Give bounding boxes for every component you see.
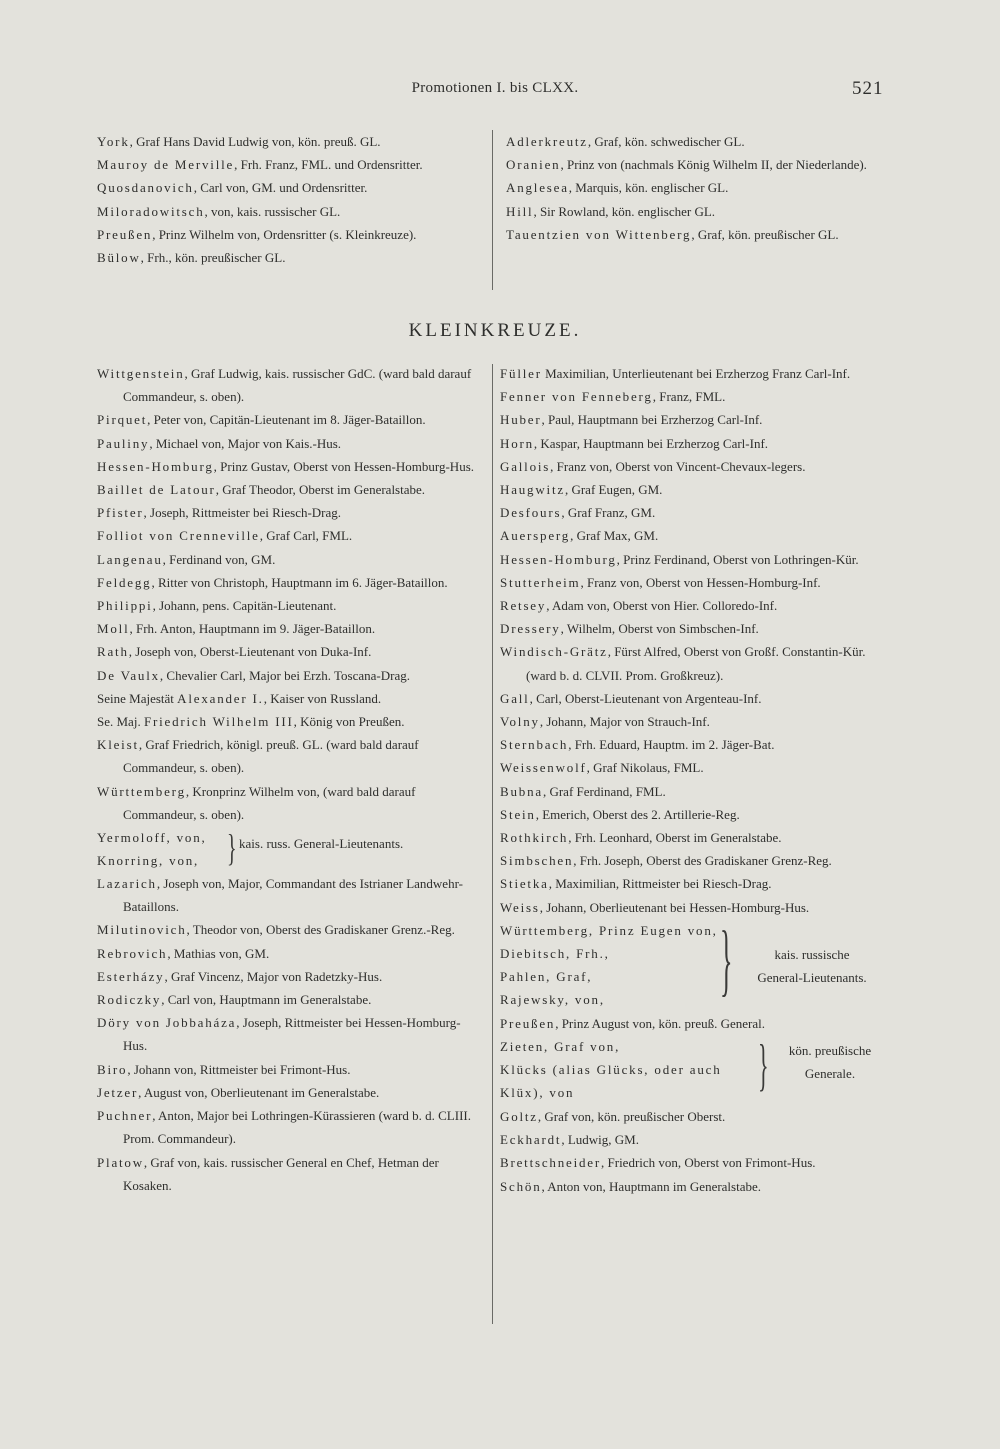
entry-text: , Ludwig, GM. — [561, 1132, 639, 1148]
brace-group-line: Württemberg, Prinz Eugen von, — [500, 922, 718, 938]
entry-text: , Joseph, Rittmeister bei Hessen-Homburg-Hus. — [123, 1015, 461, 1054]
list-item — [500, 780, 892, 803]
entry-text: , Franz, FML. — [652, 389, 726, 405]
entry-text: , Marquis, kön. englischer GL. — [568, 180, 729, 196]
list-item — [97, 362, 479, 408]
entry-name: Volny — [500, 714, 540, 730]
entry-name: Kleist — [97, 737, 139, 753]
list-item — [97, 918, 479, 941]
entry-text: , Johann, Major von Strauch-Inf. — [539, 714, 710, 730]
top-right-column — [506, 130, 890, 246]
entry-name: Wittgenstein — [97, 366, 185, 381]
list-item — [500, 1175, 892, 1198]
bottom-left-column — [97, 362, 479, 1197]
entry-name: Langenau — [97, 551, 163, 567]
entry-text: , Graf, kön. preußischer GL. — [691, 226, 839, 242]
entry-text: , Carl von, Hauptmann im Generalstabe. — [161, 992, 372, 1008]
page-header — [0, 78, 1000, 102]
list-item — [97, 548, 479, 571]
list-item — [97, 710, 479, 733]
entry-name: Weiss — [500, 899, 540, 915]
list-item — [500, 548, 892, 571]
list-item — [500, 1012, 892, 1035]
entry-name: Gall — [500, 690, 530, 706]
entry-text: , Joseph von, Oberst-Lieutenant von Duka-Inf. — [128, 644, 372, 660]
entry-name: Milutinovich — [97, 922, 187, 938]
entry-text: , Graf Ferdinand, FML. — [542, 783, 666, 799]
entry-name: Quosdanovich — [97, 180, 194, 196]
entry-text: , Graf Hans David Ludwig von, kön. preuß. GL. — [129, 134, 381, 149]
list-item — [97, 246, 477, 269]
list-item — [97, 408, 479, 431]
entry-text: , Frh. Eduard, Hauptm. im 2. Jäger-Bat. — [568, 737, 775, 753]
entry-text: Maximilian, Unterlieutenant bei Erzherzog Franz Carl-Inf. — [541, 366, 851, 381]
entry-text: , Prinz Wilhelm von, Ordensritter (s. Kleinkreuze). — [152, 226, 417, 242]
list-item — [506, 200, 890, 223]
entry-name: Sternbach — [500, 737, 569, 753]
list-item — [500, 1128, 892, 1151]
bottom-right-column — [500, 362, 892, 1198]
entry-text: , Kaspar, Hauptmann bei Erzherzog Carl-Inf. — [533, 435, 769, 451]
entry-text: , Friedrich von, Oberst von Frimont-Hus. — [601, 1155, 816, 1171]
list-item — [97, 664, 479, 687]
list-item — [500, 803, 892, 826]
list-item — [97, 223, 477, 246]
entry-name: Windisch-Grätz — [500, 644, 608, 660]
entry-text: , Maximilian, Rittmeister bei Riesch-Drag. — [548, 876, 772, 892]
entry-name: Mauroy de Merville — [97, 157, 235, 173]
entry-name: Württemberg — [97, 783, 186, 799]
entry-text: , Anton von, Hauptmann im Generalstabe. — [541, 1178, 762, 1194]
entry-name: Moll — [97, 621, 130, 637]
list-item — [500, 640, 892, 686]
list-item — [97, 617, 479, 640]
entry-text: , Mathias von, GM. — [167, 945, 270, 961]
entry-text: , Theodor von, Oberst des Gradiskaner Grenz.-Reg. — [186, 922, 455, 938]
top-left-column — [97, 130, 477, 269]
entry-name: Haugwitz — [500, 482, 565, 498]
entry-name: Horn — [500, 435, 534, 451]
brace-group-text: kais. russ. General-Lieutenants. — [239, 836, 404, 852]
list-item — [500, 1105, 892, 1128]
entry-name: Brettschneider — [500, 1155, 602, 1171]
entry-text: , Frh. Leonhard, Oberst im Generalstabe. — [568, 830, 782, 846]
list-item — [97, 594, 479, 617]
list-item — [500, 478, 892, 501]
entry-name: Stutterheim — [500, 574, 581, 590]
list-item — [97, 478, 479, 501]
entry-name: Hessen-Homburg — [97, 458, 214, 474]
list-item — [500, 687, 892, 710]
entry-text: , Carl, Oberst-Lieutenant von Argenteau-Inf. — [529, 690, 762, 706]
list-item — [97, 942, 479, 965]
list-item — [97, 200, 477, 223]
entry-text: , Johann, Oberlieutenant bei Hessen-Homburg-Hus. — [539, 899, 810, 915]
brace-icon: } — [227, 828, 237, 870]
entry-text: , Graf Carl, FML. — [259, 528, 353, 544]
entry-text: , Graf Friedrich, königl. preuß. GL. (ward bald darauf Commandeur, s. oben). — [123, 737, 419, 776]
entry-name: Fenner von Fenneberg — [500, 389, 653, 405]
entry-text: , Graf Theodor, Oberst im Generalstabe. — [215, 482, 426, 498]
section-title: KLEINKREUZE. — [408, 320, 582, 341]
entry-prefix: Se. Maj. — [97, 714, 144, 730]
list-item — [97, 1151, 479, 1197]
list-item — [500, 710, 892, 733]
list-item — [506, 223, 890, 246]
entry-name: Biro — [97, 1061, 128, 1077]
entry-name: Retsey — [500, 598, 547, 614]
entry-text: , Prinz Ferdinand, Oberst von Lothringen-Kür. — [616, 551, 859, 567]
brace-group-line: Knorring, von, — [97, 853, 200, 869]
entry-text: , Joseph, Rittmeister bei Riesch-Drag. — [143, 505, 342, 521]
entry-name: Jetzer — [97, 1084, 139, 1100]
entry-name: Gallois — [500, 458, 551, 474]
entry-name: Desfours — [500, 505, 562, 521]
list-item — [506, 153, 890, 176]
entry-name: Dressery — [500, 621, 561, 637]
entry-text: , Ritter von Christoph, Hauptmann im 6. Jäger-Bataillon. — [151, 574, 448, 590]
page-number: 521 — [852, 78, 884, 99]
list-item — [97, 153, 477, 176]
entry-name: Preußen — [500, 1015, 556, 1031]
entry-name: Lazarich — [97, 876, 157, 892]
entry-name: Auersperg — [500, 528, 571, 544]
entry-name: Goltz — [500, 1109, 538, 1125]
list-item — [500, 1151, 892, 1174]
entry-name: Döry von Jobbaháza — [97, 1015, 237, 1031]
entry-name: Bülow — [97, 250, 141, 266]
entry-name: Feldegg — [97, 574, 152, 590]
entry-name: Puchner — [97, 1108, 153, 1124]
brace-group-text: kais. russische General-Lieutenants. — [757, 946, 867, 986]
list-item — [97, 1104, 479, 1150]
list-item — [500, 501, 892, 524]
entry-text: , Adam von, Oberst von Hier. Colloredo-Inf. — [546, 598, 778, 614]
entry-name: Hill — [506, 203, 534, 219]
brace-group-line: Zieten, Graf von, — [500, 1039, 621, 1055]
list-item — [500, 849, 892, 872]
entry-text: , Frh. Joseph, Oberst des Gradiskaner Grenz-Reg. — [573, 853, 832, 869]
entry-name: De Vaulx — [97, 667, 160, 683]
column-divider — [492, 364, 493, 1324]
list-item — [97, 130, 477, 153]
list-item — [97, 455, 479, 478]
entry-text: , Kronprinz Wilhelm von, (ward bald darauf Commandeur, s. oben). — [123, 783, 416, 822]
entry-name: Schön — [500, 1178, 542, 1194]
entry-name: York — [97, 134, 130, 149]
entry-name: Rothkirch — [500, 830, 569, 846]
entry-text: , Graf Eugen, GM. — [564, 482, 663, 498]
list-item — [500, 826, 892, 849]
list-item — [97, 571, 479, 594]
list-item — [500, 571, 892, 594]
brace-group-line: Rajewsky, von, — [500, 992, 605, 1008]
entry-text: , Frh. Franz, FML. und Ordensritter. — [234, 157, 423, 173]
entry-text: , Chevalier Carl, Major bei Erzh. Toscana-Drag. — [159, 667, 410, 683]
entry-name: Pfister — [97, 505, 144, 521]
entry-text: , Johann, pens. Capitän-Lieutenant. — [152, 598, 337, 614]
list-item — [500, 617, 892, 640]
entry-text: , Graf Max, GM. — [570, 528, 659, 544]
list-item — [97, 780, 479, 826]
list-item — [97, 687, 479, 710]
list-item — [97, 1081, 479, 1104]
list-item — [500, 896, 892, 919]
column-divider — [492, 130, 493, 290]
entry-text: , von, kais. russischer GL. — [204, 203, 341, 219]
entry-text: , Anton, Major bei Lothringen-Kürassieren (ward b. d. CLIII. Prom. Commandeur). — [123, 1108, 471, 1147]
entry-text: , Michael von, Major von Kais.-Hus. — [149, 435, 342, 451]
entry-text: , Graf, kön. schwedischer GL. — [587, 134, 745, 149]
entry-name: Friedrich Wilhelm III — [143, 714, 294, 730]
list-item — [97, 965, 479, 988]
entry-name: Oranien — [506, 157, 561, 173]
list-item — [500, 385, 892, 408]
entry-text: , Franz von, Oberst von Hessen-Homburg-Inf. — [580, 574, 821, 590]
list-item — [97, 988, 479, 1011]
brace-group-line: Diebitsch, Frh., — [500, 946, 610, 962]
brace-group-line: Yermoloff, von, — [97, 830, 207, 846]
entry-name: Stein — [500, 806, 536, 822]
entry-text: , Wilhelm, Oberst von Simbschen-Inf. — [560, 621, 759, 637]
entry-text: , August von, Oberlieutenant im Generalstabe. — [138, 1084, 380, 1100]
entry-prefix: Seine Majestät — [97, 690, 178, 706]
entry-text: , Graf Ludwig, kais. russischer GdC. (ward bald darauf Commandeur, s. oben). — [123, 366, 472, 405]
entry-name: Simbschen — [500, 853, 574, 869]
entry-text: , Johann von, Rittmeister bei Frimont-Hus. — [127, 1061, 351, 1077]
list-item — [500, 733, 892, 756]
entry-text: , Graf Nikolaus, FML. — [586, 760, 704, 776]
list-item — [506, 130, 890, 153]
entry-name: Adlerkreutz — [506, 134, 588, 149]
entry-name: Rebrovich — [97, 945, 168, 961]
entry-text: , Joseph von, Major, Commandant des Istrianer Landwehr-Bataillons. — [123, 876, 463, 915]
brace-group-line: Pahlen, Graf, — [500, 969, 593, 985]
list-item — [500, 524, 892, 547]
brace-icon: } — [758, 1031, 769, 1097]
entry-name: Füller — [500, 366, 542, 381]
entry-name: Weissenwolf — [500, 760, 587, 776]
entry-name: Stietka — [500, 876, 549, 892]
entry-name: Baillet de Latour — [97, 482, 216, 498]
entry-name: Pauliny — [97, 435, 150, 451]
entry-name: Folliot von Crenneville — [97, 528, 260, 544]
brace-group-generals — [500, 914, 892, 1012]
entry-text: , König von Preußen. — [293, 714, 405, 730]
list-item — [500, 455, 892, 478]
entry-text: , Emerich, Oberst des 2. Artillerie-Reg. — [535, 806, 740, 822]
brace-group-russ — [97, 826, 479, 872]
list-item — [97, 176, 477, 199]
entry-text: , Prinz August von, kön. preuß. General. — [555, 1015, 765, 1031]
entry-name: Esterházy — [97, 968, 165, 984]
entry-name: Anglesea — [506, 180, 569, 196]
list-item — [500, 594, 892, 617]
entry-text: , Sir Rowland, kön. englischer GL. — [533, 203, 716, 219]
list-item — [97, 733, 479, 779]
entry-text: , Kaiser von Russland. — [263, 690, 382, 706]
list-item — [506, 176, 890, 199]
entry-name: Preußen — [97, 226, 153, 242]
list-item — [500, 408, 892, 431]
list-item — [500, 362, 892, 385]
entry-name: Miloradowitsch — [97, 203, 205, 219]
list-item — [500, 872, 892, 895]
entry-text: , Frh., kön. preußischer GL. — [140, 250, 286, 266]
entry-text: , Prinz von (nachmals König Wilhelm II, der Niederlande). — [560, 157, 867, 173]
entry-name: Eckhardt — [500, 1132, 562, 1148]
entry-text: , Graf Franz, GM. — [561, 505, 656, 521]
brace-group-line: Klüx), von — [500, 1085, 575, 1101]
entry-text: , Graf Vincenz, Major von Radetzky-Hus. — [164, 968, 383, 984]
entry-name: Alexander I. — [177, 690, 264, 706]
entry-text: , Graf von, kais. russischer General en Chef, Hetman der Kosaken. — [123, 1154, 439, 1193]
entry-text: , Fürst Alfred, Oberst von Großf. Constantin-Kür. (ward b. d. CLVII. Prom. Großkreuz). — [526, 644, 866, 683]
running-title: Promotionen I. bis CLXX. — [411, 80, 579, 96]
list-item — [97, 1058, 479, 1081]
list-item — [97, 872, 479, 918]
entry-text: , Frh. Anton, Hauptmann im 9. Jäger-Bataillon. — [129, 621, 376, 637]
brace-group-line: Klücks (alias Glücks, oder auch — [500, 1062, 722, 1078]
brace-icon: } — [720, 914, 733, 1005]
brace-group-text: kön. preußische Generale. — [788, 1043, 872, 1082]
entry-text: , Carl von, GM. und Ordensritter. — [193, 180, 368, 196]
entry-name: Rodiczky — [97, 992, 162, 1008]
entry-text: , Graf von, kön. preußischer Oberst. — [537, 1109, 726, 1125]
entry-name: Philippi — [97, 598, 153, 614]
list-item — [97, 432, 479, 455]
list-item — [97, 501, 479, 524]
entry-text: , Franz von, Oberst von Vincent-Chevaux-legers. — [550, 458, 806, 474]
entry-name: Bubna — [500, 783, 543, 799]
brace-group-preussen — [500, 1031, 892, 1105]
entry-name: Hessen-Homburg — [500, 551, 617, 567]
entry-name: Pirquet — [97, 412, 148, 428]
list-item — [97, 524, 479, 547]
entry-name: Tauentzien von Wittenberg — [506, 226, 692, 242]
entry-text: , Prinz Gustav, Oberst von Hessen-Homburg-Hus. — [213, 458, 475, 474]
list-item — [500, 432, 892, 455]
entry-text: , Paul, Hauptmann bei Erzherzog Carl-Inf. — [541, 412, 763, 428]
list-item — [500, 756, 892, 779]
entry-name: Huber — [500, 412, 542, 428]
list-item — [97, 640, 479, 663]
entry-text: , Ferdinand von, GM. — [162, 551, 276, 567]
entry-name: Rath — [97, 644, 129, 660]
entry-text: , Peter von, Capitän-Lieutenant im 8. Jäger-Bataillon. — [147, 412, 426, 428]
list-item — [97, 1011, 479, 1057]
entry-name: Platow — [97, 1154, 144, 1170]
